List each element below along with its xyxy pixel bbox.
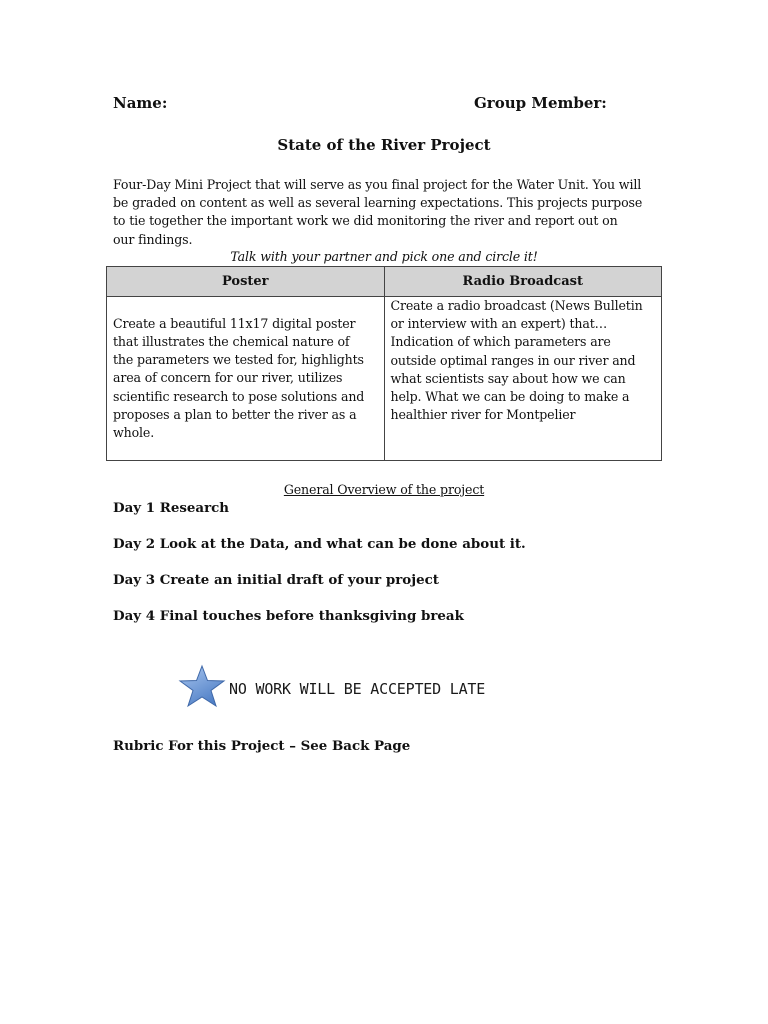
- poster-line: Create a beautiful 11x17 digital poster: [113, 315, 356, 331]
- intro-paragraph: [113, 176, 661, 249]
- poster-header: Poster: [107, 267, 385, 297]
- instruction-text: Talk with your partner and pick one and circle it!: [230, 249, 538, 264]
- radio-line: or interview with an expert) that…: [390, 316, 608, 332]
- table-row: [107, 297, 662, 461]
- day-4-item: Day 4 Final touches before thanksgiving break: [113, 608, 464, 624]
- poster-line: whole.: [113, 425, 155, 440]
- radio-broadcast-description: [384, 297, 662, 461]
- radio-line: what scientists say about how we can: [390, 370, 626, 386]
- radio-broadcast-header: Radio Broadcast: [384, 267, 662, 297]
- page-title: State of the River Project: [277, 136, 491, 154]
- day-2-item: Day 2 Look at the Data, and what can be done about it.: [113, 536, 526, 552]
- day-1-item: Day 1 Research: [113, 500, 230, 516]
- poster-line: area of concern for our river, utilizes: [113, 370, 343, 386]
- name-label: Name:: [113, 94, 168, 112]
- rubric-note: Rubric For this Project – See Back Page: [113, 738, 411, 754]
- radio-line: outside optimal ranges in our river and: [390, 352, 636, 368]
- radio-line: Indication of which parameters are: [390, 334, 611, 350]
- late-notice: NO WORK WILL BE ACCEPTED LATE: [229, 680, 486, 698]
- radio-line: Create a radio broadcast (News Bulletin: [390, 298, 643, 313]
- group-member-label: Group Member:: [474, 94, 607, 112]
- poster-line: the parameters we tested for, highlights: [113, 352, 364, 368]
- day-3-item: Day 3 Create an initial draft of your project: [113, 572, 439, 588]
- intro-line: be graded on content as well as several learning expectations. This projects purpose: [113, 195, 643, 211]
- radio-line: help. What we can be doing to make a: [390, 389, 630, 405]
- table-header-row: [107, 267, 662, 297]
- poster-line: that illustrates the chemical nature of: [113, 333, 350, 349]
- radio-line: healthier river for Montpelier: [390, 407, 576, 423]
- intro-line: Four-Day Mini Project that will serve as you final project for the Water Unit. You will: [113, 177, 642, 192]
- poster-line: scientific research to pose solutions and: [113, 388, 365, 404]
- poster-line: proposes a plan to better the river as a: [113, 406, 357, 422]
- star-icon: [178, 664, 226, 708]
- intro-line: to tie together the important work we did monitoring the river and report out on: [113, 213, 618, 229]
- overview-heading: General Overview of the project: [283, 482, 485, 497]
- project-options-table: [106, 266, 662, 461]
- poster-description: [107, 297, 385, 461]
- intro-line: our findings.: [113, 231, 193, 247]
